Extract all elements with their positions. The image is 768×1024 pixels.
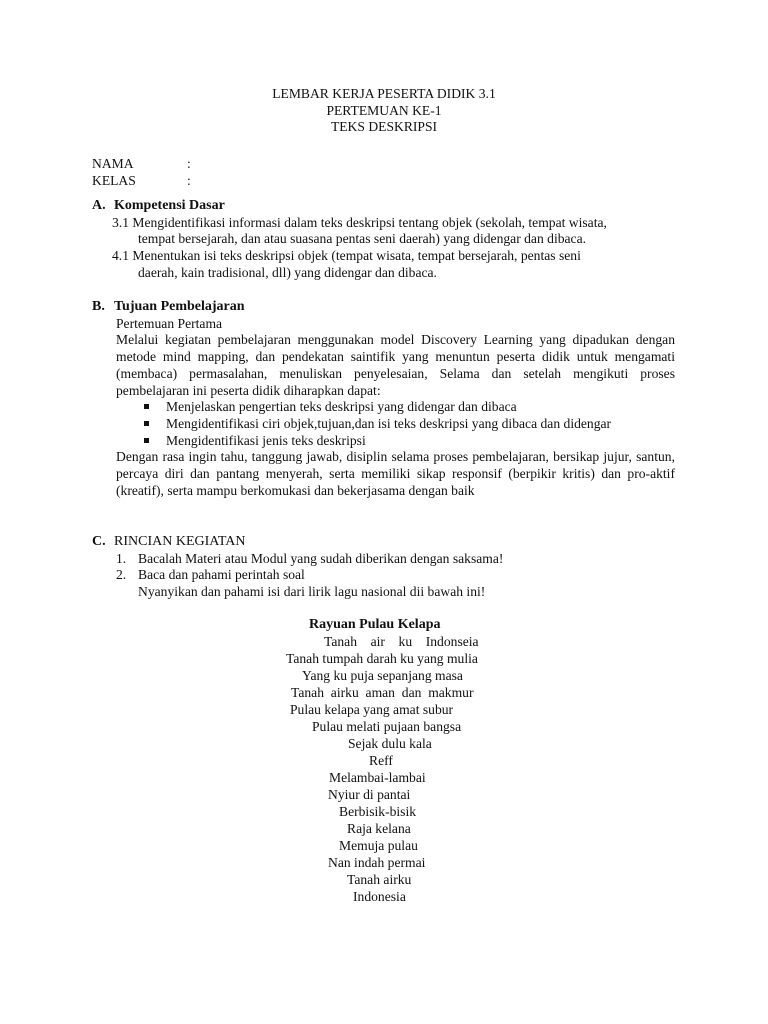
section-rincian-kegiatan — [92, 534, 675, 601]
step-text: Bacalah Materi atau Modul yang sudah diberikan dengan saksama! — [138, 550, 504, 566]
objective-list — [92, 399, 675, 449]
section-a-letter: A. — [92, 198, 106, 213]
list-item: Mengidentifikasi jenis teks deskripsi — [144, 433, 675, 450]
objective-closing: Dengan rasa ingin tahu, tanggung jawab, disiplin selama proses pembelajaran, bersikap jujur, santun, percaya diri dan pantang menyerah, serta memiliki sikap responsif (berpikir kritis) dan pro-aktif (kreatif), serta mampu berkomukasi dan bekerjasama dengan baik — [116, 449, 675, 498]
section-c-heading — [92, 534, 675, 551]
lyric-line: Tanah airku — [347, 872, 412, 887]
list-item — [116, 567, 675, 584]
lyric-line: Tanah tumpah darah ku yang mulia — [286, 651, 478, 666]
kd-item-1: 3.1 Mengidentifikasi informasi dalam teks deskripsi tentang objek (sekolah, tempat wisata, — [112, 214, 607, 230]
lyric-line: Pulau melati pujaan bangsa — [312, 719, 462, 734]
class-row — [92, 173, 191, 190]
list-item: Mengidentifikasi ciri objek,tujuan,dan isi teks deskripsi yang dibaca dan didengar — [144, 416, 675, 433]
meeting-subtitle: Pertemuan Pertama — [116, 315, 223, 331]
lyric-line: Nan indah permai — [328, 855, 426, 870]
section-a-title: Kompetensi Dasar — [114, 198, 225, 213]
lyric-line: Memuja pulau — [339, 838, 418, 853]
activity-steps — [92, 551, 675, 584]
step-number: 1. — [116, 550, 127, 566]
lyric-line: Yang ku puja sepanjang masa — [302, 668, 463, 683]
lyric-line: Sejak dulu kala — [348, 736, 432, 751]
lyric-line: Indonesia — [353, 889, 406, 904]
kd-item-1-cont: tempat bersejarah, dan atau suasana pentas seni daerah) yang didengar dan dibaca. — [138, 231, 587, 247]
section-a-heading — [92, 198, 675, 215]
class-colon: : — [187, 172, 191, 188]
identity-block — [92, 156, 191, 189]
header-topic: TEKS DESKRIPSI — [330, 119, 438, 135]
list-item: Menjelaskan pengertian teks deskripsi yang didengar dan dibaca — [144, 399, 675, 416]
class-label: KELAS — [92, 172, 136, 188]
kd-item-2: 4.1 Menentukan isi teks deskripsi objek (tempat wisata, tempat bersejarah, pentas seni — [112, 248, 581, 264]
objective-intro: Melalui kegiatan pembelajaran menggunakan model Discovery Learning yang dipadukan dengan metode mind mapping, dan pendekatan saintifik yang menuntun peserta didik untuk mengamati (membaca) permasalahan, menuliskan penyelesaian, Selama dan setelah mengikuti proses pembelajaran ini peserta didik diharapkan dapat: — [116, 332, 675, 398]
lyric-line: Tanah air ku Indonseia — [324, 634, 479, 649]
name-label: NAMA — [92, 156, 134, 171]
lyric-line: Tanah airku aman dan makmur — [291, 685, 474, 700]
song-instruction: Nyanyikan dan pahami isi dari lirik lagu nasional dii bawah ini! — [138, 584, 486, 600]
section-b-heading — [92, 299, 675, 316]
section-b-title: Tujuan Pembelajaran — [114, 299, 245, 314]
lyric-line: Pulau kelapa yang amat subur — [290, 702, 454, 717]
section-tujuan-pembelajaran — [92, 299, 675, 499]
section-c-letter: C. — [92, 534, 106, 549]
lyric-line: Reff — [369, 753, 393, 768]
song-title: Rayuan Pulau Kelapa — [309, 617, 441, 632]
step-number: 2. — [116, 567, 127, 583]
name-colon: : — [187, 156, 191, 171]
lyric-line: Raja kelana — [347, 821, 411, 836]
lyric-line: Berbisik-bisik — [339, 804, 417, 819]
header-title: LEMBAR KERJA PESERTA DIDIK 3.1 — [272, 86, 496, 101]
worksheet-header — [0, 86, 768, 136]
section-kompetensi-dasar — [92, 198, 675, 282]
list-item — [116, 551, 675, 568]
step-text: Baca dan pahami perintah soal — [138, 567, 305, 583]
header-meeting: PERTEMUAN KE-1 — [326, 102, 442, 118]
lyric-line: Melambai-lambai — [329, 770, 426, 785]
section-c-title: RINCIAN KEGIATAN — [114, 534, 246, 549]
name-row — [92, 156, 191, 173]
section-b-letter: B. — [92, 299, 105, 314]
kd-item-2-cont: daerah, kain tradisional, dll) yang didengar dan dibaca. — [138, 264, 437, 280]
lyric-line: Nyiur di pantai — [328, 787, 411, 802]
